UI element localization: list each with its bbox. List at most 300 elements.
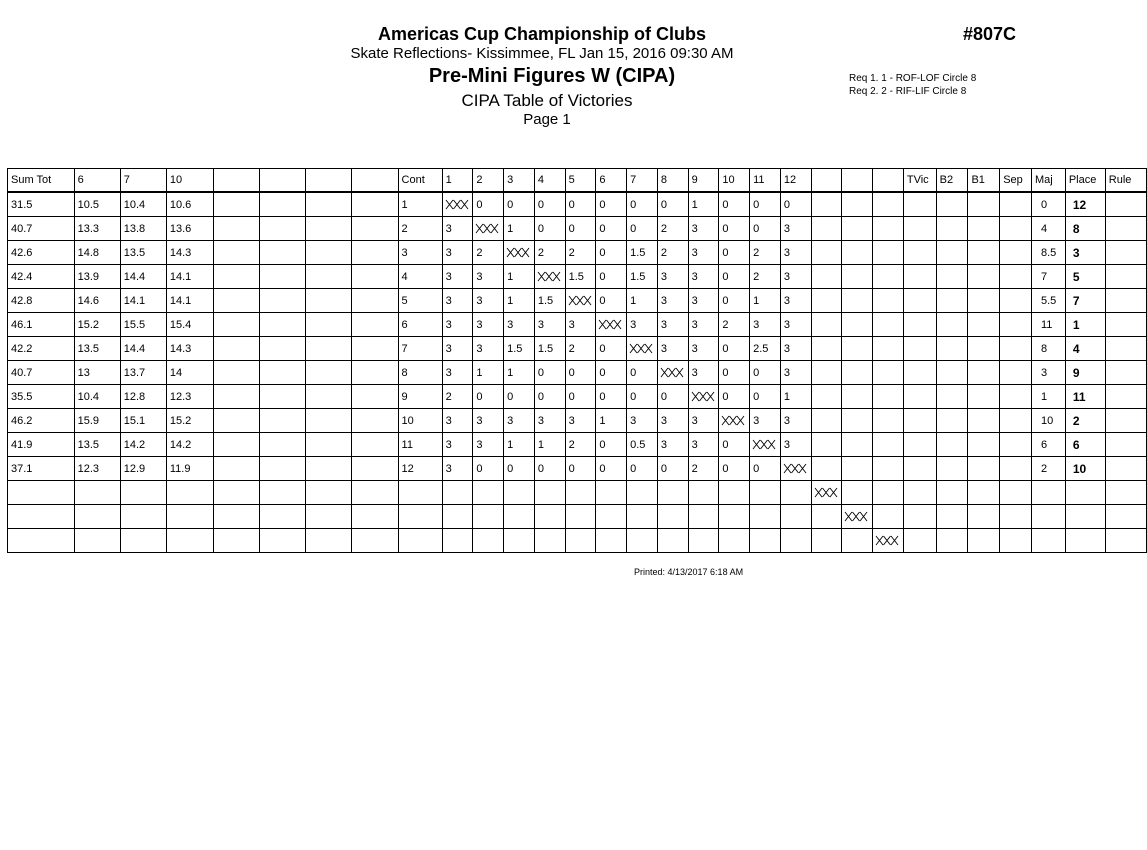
empty-cell xyxy=(352,361,398,385)
rule-cell xyxy=(1105,265,1146,289)
victory-cell: 0 xyxy=(565,457,596,481)
empty-cell xyxy=(306,289,352,313)
blocked-cell-icon xyxy=(815,488,837,497)
place-cell: 10 xyxy=(1065,457,1105,481)
majority-cell: 2 xyxy=(1032,457,1066,481)
score-cell: 12.9 xyxy=(120,457,166,481)
empty-cell xyxy=(306,385,352,409)
empty-cell xyxy=(903,505,936,529)
majority-cell: 3 xyxy=(1032,361,1066,385)
victory-cell xyxy=(842,385,873,409)
empty-cell xyxy=(214,361,260,385)
victory-cell: 0 xyxy=(473,457,504,481)
empty-row xyxy=(8,529,1147,553)
victory-cell xyxy=(596,313,627,337)
score-cell: 14.3 xyxy=(166,241,213,265)
empty-cell xyxy=(1032,505,1066,529)
victory-cell: 2 xyxy=(688,457,719,481)
empty-cell xyxy=(873,505,904,529)
contestant-cell: 3 xyxy=(398,241,442,265)
empty-cell xyxy=(260,217,306,241)
empty-cell xyxy=(306,337,352,361)
victory-cell xyxy=(873,409,904,433)
victory-cell xyxy=(873,313,904,337)
empty-cell xyxy=(8,481,75,505)
tiebreak-cell xyxy=(968,265,1000,289)
empty-cell xyxy=(534,481,565,505)
victory-cell: 0 xyxy=(750,385,781,409)
score-cell: 13.5 xyxy=(74,337,120,361)
score-cell: 14.4 xyxy=(120,337,166,361)
victory-cell xyxy=(811,289,842,313)
victory-cell: 0 xyxy=(534,361,565,385)
victory-cell: 3 xyxy=(627,409,658,433)
score-cell: 14 xyxy=(166,361,213,385)
victories-table xyxy=(7,168,1132,557)
victory-cell xyxy=(811,457,842,481)
victory-cell: 0 xyxy=(504,192,535,217)
victory-cell: 3 xyxy=(780,289,811,313)
victory-cell: 2 xyxy=(750,265,781,289)
victory-cell: 0 xyxy=(750,361,781,385)
empty-cell xyxy=(780,529,811,553)
victory-cell: 3 xyxy=(688,361,719,385)
column-header xyxy=(873,169,904,193)
victory-cell: 2 xyxy=(534,241,565,265)
victory-cell: 3 xyxy=(657,433,688,457)
victory-cell: 0 xyxy=(750,217,781,241)
victory-cell: 3 xyxy=(657,265,688,289)
tiebreak-cell xyxy=(903,433,936,457)
victory-cell: 3 xyxy=(442,361,473,385)
victory-cell: 2.5 xyxy=(750,337,781,361)
empty-cell xyxy=(214,457,260,481)
tiebreak-cell xyxy=(1000,361,1032,385)
empty-cell xyxy=(936,481,968,505)
empty-cell xyxy=(398,481,442,505)
empty-cell xyxy=(968,529,1000,553)
score-cell: 13.9 xyxy=(74,265,120,289)
victory-cell: 0 xyxy=(719,361,750,385)
victory-cell: 3 xyxy=(780,433,811,457)
empty-cell xyxy=(214,241,260,265)
majority-cell: 8.5 xyxy=(1032,241,1066,265)
empty-cell xyxy=(260,241,306,265)
victory-cell: 0 xyxy=(565,217,596,241)
victory-cell: 0 xyxy=(504,385,535,409)
empty-cell xyxy=(352,409,398,433)
empty-cell xyxy=(260,385,306,409)
tiebreak-cell xyxy=(968,457,1000,481)
empty-cell xyxy=(627,505,658,529)
place-cell: 1 xyxy=(1065,313,1105,337)
empty-cell xyxy=(166,505,213,529)
victory-cell xyxy=(842,409,873,433)
tiebreak-cell xyxy=(903,337,936,361)
score-cell: 12.3 xyxy=(166,385,213,409)
sum-total-cell: 37.1 xyxy=(8,457,75,481)
empty-cell xyxy=(306,409,352,433)
victory-cell: 2 xyxy=(657,217,688,241)
empty-cell xyxy=(750,481,781,505)
score-cell: 10.4 xyxy=(120,192,166,217)
victory-cell: 3 xyxy=(534,313,565,337)
empty-cell xyxy=(260,529,306,553)
victory-cell: 0 xyxy=(750,457,781,481)
victory-cell: 1.5 xyxy=(627,241,658,265)
empty-cell xyxy=(352,481,398,505)
score-cell: 14.4 xyxy=(120,265,166,289)
victory-cell xyxy=(873,361,904,385)
score-cell: 14.1 xyxy=(166,289,213,313)
empty-cell xyxy=(657,529,688,553)
victory-cell: 3 xyxy=(473,433,504,457)
victory-cell: 3 xyxy=(442,409,473,433)
empty-cell xyxy=(352,241,398,265)
majority-cell: 0 xyxy=(1032,192,1066,217)
score-cell: 13.3 xyxy=(74,217,120,241)
score-cell: 13.5 xyxy=(120,241,166,265)
empty-cell xyxy=(398,529,442,553)
empty-cell xyxy=(120,505,166,529)
victory-cell xyxy=(842,217,873,241)
rule-cell xyxy=(1105,217,1146,241)
tiebreak-cell xyxy=(1000,265,1032,289)
sum-total-cell: 42.6 xyxy=(8,241,75,265)
victory-cell: 1.5 xyxy=(534,289,565,313)
victory-cell: 0 xyxy=(596,241,627,265)
tiebreak-cell xyxy=(1000,192,1032,217)
empty-cell xyxy=(260,192,306,217)
empty-cell xyxy=(352,289,398,313)
empty-row xyxy=(8,505,1147,529)
victory-cell: 0 xyxy=(657,192,688,217)
victory-cell: 0 xyxy=(719,289,750,313)
tiebreak-cell xyxy=(1000,385,1032,409)
empty-cell xyxy=(719,529,750,553)
score-cell: 15.5 xyxy=(120,313,166,337)
victory-cell: 3 xyxy=(780,265,811,289)
empty-cell xyxy=(214,481,260,505)
victory-cell xyxy=(780,457,811,481)
victory-cell xyxy=(811,337,842,361)
empty-cell xyxy=(306,313,352,337)
majority-cell: 1 xyxy=(1032,385,1066,409)
empty-cell xyxy=(903,481,936,505)
tiebreak-cell xyxy=(968,409,1000,433)
score-cell: 12.8 xyxy=(120,385,166,409)
empty-cell xyxy=(260,409,306,433)
empty-cell xyxy=(352,217,398,241)
victory-cell: 3 xyxy=(780,409,811,433)
event-title: Americas Cup Championship of Clubs xyxy=(377,24,707,44)
empty-cell xyxy=(657,505,688,529)
rule-cell xyxy=(1105,313,1146,337)
victory-cell: 0 xyxy=(719,241,750,265)
victory-cell: 1 xyxy=(750,289,781,313)
column-header: Place xyxy=(1065,169,1105,193)
score-cell: 10.6 xyxy=(166,192,213,217)
contestant-cell: 2 xyxy=(398,217,442,241)
victory-cell: 3 xyxy=(504,313,535,337)
victory-cell: 3 xyxy=(657,337,688,361)
empty-cell xyxy=(8,505,75,529)
tiebreak-cell xyxy=(968,289,1000,313)
victory-cell: 0 xyxy=(504,457,535,481)
score-cell: 11.9 xyxy=(166,457,213,481)
rule-cell xyxy=(1105,241,1146,265)
score-cell: 15.2 xyxy=(166,409,213,433)
empty-cell xyxy=(306,433,352,457)
column-header xyxy=(306,169,352,193)
place-cell: 3 xyxy=(1065,241,1105,265)
empty-cell xyxy=(842,529,873,553)
empty-cell xyxy=(873,529,904,553)
requirement-1: Req 1. 1 - ROF-LOF Circle 8 xyxy=(849,73,977,84)
tiebreak-cell xyxy=(936,361,968,385)
victory-cell: 0 xyxy=(719,217,750,241)
victory-cell: 0 xyxy=(719,337,750,361)
score-cell: 10.5 xyxy=(74,192,120,217)
victory-cell: 3 xyxy=(473,265,504,289)
victory-cell xyxy=(811,265,842,289)
column-header: Rule xyxy=(1105,169,1146,193)
empty-cell xyxy=(74,529,120,553)
victory-cell: 3 xyxy=(688,265,719,289)
victory-cell: 3 xyxy=(473,409,504,433)
rule-cell xyxy=(1105,289,1146,313)
blocked-cell-icon xyxy=(692,392,714,401)
victory-cell: 0 xyxy=(534,192,565,217)
tiebreak-cell xyxy=(968,361,1000,385)
victory-cell: 0 xyxy=(719,433,750,457)
empty-cell xyxy=(811,505,842,529)
victory-cell xyxy=(473,217,504,241)
empty-cell xyxy=(398,505,442,529)
victory-cell: 3 xyxy=(442,457,473,481)
empty-cell xyxy=(442,481,473,505)
empty-cell xyxy=(936,529,968,553)
victory-cell xyxy=(534,265,565,289)
empty-cell xyxy=(260,337,306,361)
empty-cell xyxy=(214,385,260,409)
tiebreak-cell xyxy=(1000,241,1032,265)
empty-cell xyxy=(596,505,627,529)
score-cell: 15.1 xyxy=(120,409,166,433)
column-header xyxy=(842,169,873,193)
empty-cell xyxy=(473,505,504,529)
column-header: 8 xyxy=(657,169,688,193)
score-cell: 14.2 xyxy=(120,433,166,457)
printed-timestamp: Printed: 4/13/2017 6:18 AM xyxy=(634,567,744,577)
victory-cell: 0 xyxy=(534,457,565,481)
contestant-cell: 12 xyxy=(398,457,442,481)
column-header: 12 xyxy=(780,169,811,193)
victory-cell xyxy=(811,241,842,265)
victory-cell: 0 xyxy=(596,361,627,385)
victory-cell: 1 xyxy=(504,361,535,385)
empty-cell xyxy=(596,529,627,553)
victory-cell xyxy=(873,265,904,289)
victory-cell: 3 xyxy=(780,313,811,337)
empty-cell xyxy=(1000,529,1032,553)
column-header: 6 xyxy=(596,169,627,193)
empty-cell xyxy=(74,481,120,505)
score-cell: 15.4 xyxy=(166,313,213,337)
sum-total-cell: 41.9 xyxy=(8,433,75,457)
score-cell: 15.2 xyxy=(74,313,120,337)
empty-cell xyxy=(968,505,1000,529)
victory-cell xyxy=(873,457,904,481)
empty-cell xyxy=(750,529,781,553)
empty-cell xyxy=(306,529,352,553)
sum-total-cell: 42.8 xyxy=(8,289,75,313)
empty-cell xyxy=(306,481,352,505)
victory-cell: 2 xyxy=(442,385,473,409)
victory-cell: 0 xyxy=(596,385,627,409)
score-cell: 15.9 xyxy=(74,409,120,433)
empty-cell xyxy=(352,313,398,337)
empty-cell xyxy=(903,529,936,553)
victory-cell: 3 xyxy=(688,433,719,457)
empty-cell xyxy=(306,265,352,289)
victory-cell xyxy=(811,217,842,241)
empty-cell xyxy=(260,481,306,505)
report-subtitle: CIPA Table of Victories xyxy=(461,91,633,110)
victory-cell: 1 xyxy=(534,433,565,457)
victory-cell: 0 xyxy=(780,192,811,217)
score-cell: 13.6 xyxy=(166,217,213,241)
tiebreak-cell xyxy=(903,385,936,409)
tiebreak-cell xyxy=(936,433,968,457)
victory-cell: 2 xyxy=(719,313,750,337)
victory-cell: 1 xyxy=(780,385,811,409)
blocked-cell-icon xyxy=(876,536,898,545)
tiebreak-cell xyxy=(903,265,936,289)
empty-cell xyxy=(1000,505,1032,529)
contestant-cell: 5 xyxy=(398,289,442,313)
empty-cell xyxy=(260,313,306,337)
empty-cell xyxy=(811,481,842,505)
column-header: 6 xyxy=(74,169,120,193)
victory-cell: 3 xyxy=(473,337,504,361)
victory-cell: 0 xyxy=(596,457,627,481)
victory-cell: 0 xyxy=(473,192,504,217)
empty-cell xyxy=(1065,529,1105,553)
column-header: 11 xyxy=(750,169,781,193)
victory-cell: 3 xyxy=(473,313,504,337)
victory-cell: 1 xyxy=(504,289,535,313)
majority-cell: 7 xyxy=(1032,265,1066,289)
tiebreak-cell xyxy=(1000,337,1032,361)
place-cell: 7 xyxy=(1065,289,1105,313)
column-header: B1 xyxy=(968,169,1000,193)
empty-cell xyxy=(352,433,398,457)
table-row xyxy=(8,361,1147,385)
empty-cell xyxy=(352,265,398,289)
victory-cell: 3 xyxy=(565,409,596,433)
empty-cell xyxy=(352,385,398,409)
tiebreak-cell xyxy=(1000,457,1032,481)
empty-cell xyxy=(352,529,398,553)
victory-cell xyxy=(627,337,658,361)
column-header: 7 xyxy=(120,169,166,193)
victory-cell: 3 xyxy=(442,289,473,313)
place-cell: 4 xyxy=(1065,337,1105,361)
contestant-cell: 1 xyxy=(398,192,442,217)
place-cell: 11 xyxy=(1065,385,1105,409)
majority-cell: 8 xyxy=(1032,337,1066,361)
place-cell: 12 xyxy=(1065,192,1105,217)
empty-cell xyxy=(968,481,1000,505)
rule-cell xyxy=(1105,409,1146,433)
empty-cell xyxy=(627,529,658,553)
victory-cell: 0 xyxy=(627,361,658,385)
victory-cell: 1.5 xyxy=(565,265,596,289)
victory-cell xyxy=(811,313,842,337)
empty-cell xyxy=(473,529,504,553)
victory-cell xyxy=(811,361,842,385)
score-cell: 14.1 xyxy=(166,265,213,289)
victory-cell xyxy=(811,433,842,457)
tiebreak-cell xyxy=(1000,313,1032,337)
rule-cell xyxy=(1105,433,1146,457)
empty-cell xyxy=(504,481,535,505)
tiebreak-cell xyxy=(936,385,968,409)
blocked-cell-icon xyxy=(753,440,775,449)
rule-cell xyxy=(1105,457,1146,481)
column-header: Sep xyxy=(1000,169,1032,193)
victory-cell: 0.5 xyxy=(627,433,658,457)
victory-cell: 0 xyxy=(719,265,750,289)
majority-cell: 5.5 xyxy=(1032,289,1066,313)
victory-cell: 0 xyxy=(627,217,658,241)
victory-cell: 3 xyxy=(442,265,473,289)
empty-cell xyxy=(8,529,75,553)
blocked-cell-icon xyxy=(507,248,529,257)
sum-total-cell: 40.7 xyxy=(8,361,75,385)
victory-cell: 0 xyxy=(657,457,688,481)
empty-cell xyxy=(534,505,565,529)
victory-cell: 0 xyxy=(596,337,627,361)
tiebreak-cell xyxy=(936,289,968,313)
rule-cell xyxy=(1105,337,1146,361)
table-row xyxy=(8,433,1147,457)
victory-cell: 3 xyxy=(442,433,473,457)
venue-date: Skate Reflections- Kissimmee, FL Jan 15, 2016 09:30 AM xyxy=(350,45,734,62)
victory-cell: 3 xyxy=(688,337,719,361)
victory-cell: 0 xyxy=(596,433,627,457)
victory-cell: 3 xyxy=(780,241,811,265)
victory-cell xyxy=(873,192,904,217)
empty-cell xyxy=(657,481,688,505)
empty-cell xyxy=(504,505,535,529)
blocked-cell-icon xyxy=(784,464,806,473)
victory-cell xyxy=(842,241,873,265)
empty-cell xyxy=(306,192,352,217)
empty-cell xyxy=(750,505,781,529)
victory-cell: 1.5 xyxy=(504,337,535,361)
victory-cell xyxy=(873,433,904,457)
place-cell: 6 xyxy=(1065,433,1105,457)
blocked-cell-icon xyxy=(630,344,652,353)
table-row xyxy=(8,409,1147,433)
column-header xyxy=(811,169,842,193)
empty-cell xyxy=(504,529,535,553)
contestant-cell: 9 xyxy=(398,385,442,409)
score-cell: 12.3 xyxy=(74,457,120,481)
column-header: 1 xyxy=(442,169,473,193)
